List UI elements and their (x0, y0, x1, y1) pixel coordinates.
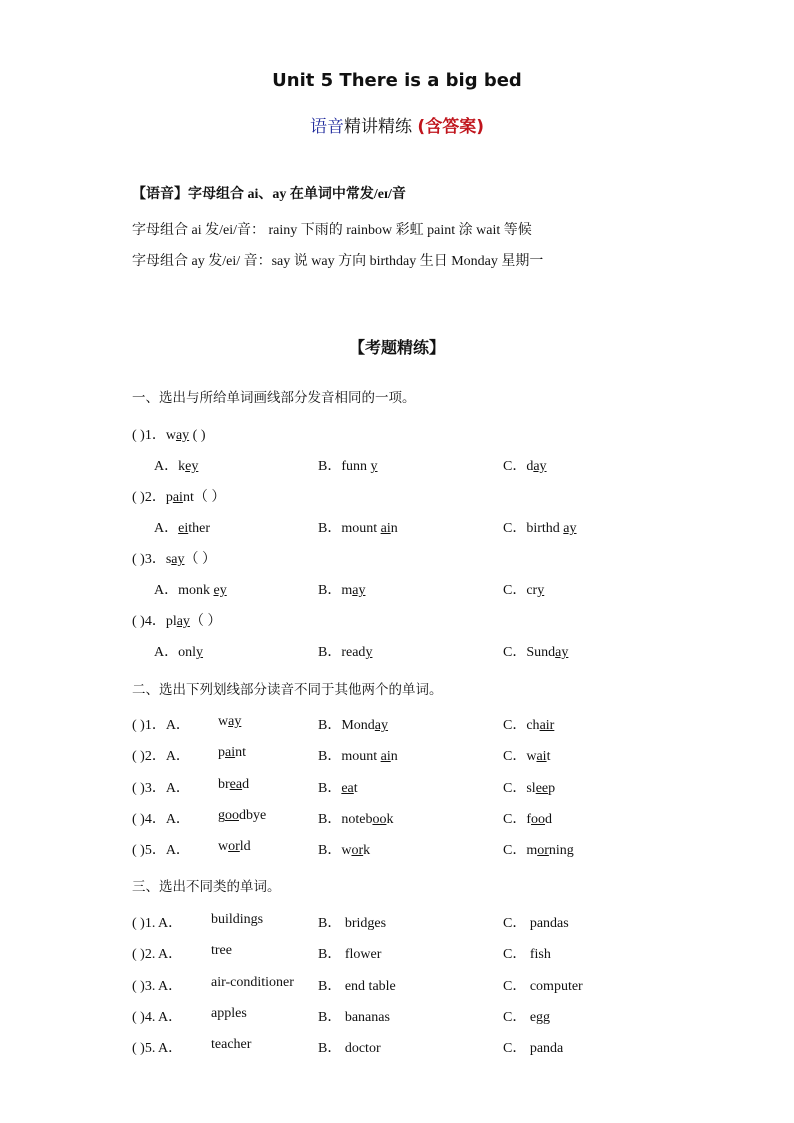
option-c-underlined: ai (536, 749, 547, 765)
section1-title: 一、选出与所给单词画线部分发音相同的一项。 (132, 390, 416, 406)
option-b: B． bananas (318, 1009, 390, 1025)
stem-underlined: ay (176, 614, 190, 629)
option-a-underlined: ey (213, 583, 227, 598)
option-c-text: sl (526, 780, 536, 796)
option-c-text: m (526, 843, 538, 859)
option-a (218, 839, 251, 855)
table-row (0, 808, 794, 828)
stem-label: ( )2． (132, 490, 166, 505)
option-b-underlined: ay (352, 583, 366, 598)
option-b-text: w (341, 843, 352, 859)
option-c (503, 641, 568, 661)
option-a-label: A． (154, 521, 179, 536)
subtitle-black: 精讲精练 (344, 117, 413, 137)
table-row (0, 1006, 794, 1026)
option-b-label: B． (318, 843, 342, 859)
section2-title: 二、选出下列划线部分读音不同于其他两个的单词。 (132, 682, 443, 698)
option-c (503, 455, 547, 475)
option-a-text: w (218, 714, 229, 729)
option-a (154, 517, 210, 537)
option-c-label: C． (503, 718, 527, 733)
option-a-text: w (218, 839, 229, 855)
stem-text: ( ) (189, 428, 206, 443)
question-stem (0, 424, 794, 444)
option-a-text: ld (239, 839, 251, 855)
option-c-text: d (526, 459, 534, 474)
option-a (154, 455, 198, 475)
option-c-label: C． (503, 843, 527, 859)
stem-underlined: ai (172, 490, 183, 505)
option-b (318, 808, 393, 828)
stem-text: nt（ ） (182, 490, 226, 505)
practice-heading: 【考题精练】 (348, 338, 445, 357)
option-c: C． fish (503, 947, 551, 963)
option-a-text: k (178, 459, 186, 474)
option-b-text: mount (341, 749, 381, 765)
intro-line-1: 字母组合 ai 发/ei/音： rainy 下雨的 rainbow 彩虹 paint 涂 wait 等候 (132, 223, 532, 238)
option-c-text: Sund (526, 645, 556, 660)
table-row (0, 745, 794, 765)
stem-text: w (165, 428, 176, 443)
option-b-text: read (341, 645, 366, 660)
option-b-text: k (386, 811, 394, 827)
option-a-underlined: ai (225, 745, 236, 761)
question-stem (0, 486, 794, 506)
page-title: Unit 5 There is a big bed (272, 70, 522, 91)
option-b-underlined: oo (372, 811, 387, 827)
option-c: C． egg (503, 1009, 551, 1025)
option-b-underlined: or (351, 843, 364, 859)
option-b (318, 714, 388, 734)
option-a-text: g (218, 807, 225, 823)
stem-text: s (165, 552, 172, 567)
option-c-label: C． (503, 811, 527, 827)
option-b (318, 745, 398, 765)
option-b: B． doctor (318, 1041, 381, 1057)
table-row (0, 839, 794, 859)
option-b (318, 777, 358, 797)
option-a-underlined: y (196, 645, 204, 660)
stem-underlined: ay (171, 552, 185, 567)
stem-underlined: ay (175, 428, 190, 443)
option-c-underlined: ee (535, 780, 549, 796)
intro-line-2: 字母组合 ay 发/ei/ 音：say 说 way 方向 birthday 生日 Monday 星期一 (132, 254, 544, 269)
option-a-label: A． (154, 645, 179, 660)
option-b-text: k (363, 843, 371, 859)
option-c-underlined: air (539, 718, 555, 733)
question-options (0, 641, 794, 661)
page-subtitle (0, 112, 794, 137)
table-row (0, 975, 794, 995)
subtitle-red: (含答案) (417, 117, 484, 137)
option-c (503, 745, 550, 765)
option-a-underlined: or (228, 839, 240, 855)
table-row (0, 714, 794, 734)
option-c-text: ch (526, 718, 540, 733)
option-c (503, 517, 577, 537)
stem-text: （ ） (184, 552, 216, 567)
option-c-underlined: or (537, 843, 549, 859)
option-a-text: onl (178, 645, 197, 660)
option-a: apples (211, 1005, 247, 1021)
question-number: ( )1．A． (132, 718, 190, 733)
stem (132, 610, 221, 630)
option-b-label: B． (318, 749, 342, 765)
question-number: ( )5. A． (132, 1041, 183, 1057)
option-a (154, 579, 227, 599)
option-a: teacher (211, 1037, 252, 1053)
option-c-text: f (526, 811, 532, 827)
option-b-text: Mond (341, 718, 375, 733)
option-b-underlined: y (365, 645, 373, 660)
option-c-text: ning (548, 843, 574, 859)
stem-text: pl (165, 614, 177, 629)
option-c-label: C． (503, 780, 527, 796)
option-c-underlined: ay (533, 459, 547, 474)
table-row (0, 912, 794, 932)
option-b-underlined: ay (374, 718, 389, 733)
question-stem (0, 610, 794, 630)
option-b-text: n (390, 749, 398, 765)
option-b (318, 839, 370, 859)
option-a (218, 714, 241, 730)
option-c-text: cr (526, 583, 538, 598)
option-a-text: monk (178, 583, 214, 598)
option-b-text: t (353, 780, 358, 796)
option-b-text: funn (341, 459, 371, 474)
question-number: ( )2. A． (132, 947, 183, 963)
question-number: ( )3．A． (132, 780, 190, 796)
option-a-text: ther (188, 521, 210, 536)
option-a: tree (211, 943, 232, 959)
question-stem (0, 548, 794, 568)
option-b-text: noteb (341, 811, 373, 827)
option-b-label: B． (318, 521, 342, 536)
table-row (0, 943, 794, 963)
option-c-underlined: oo (531, 811, 546, 827)
question-number: ( )5．A． (132, 843, 190, 859)
option-c-label: C． (503, 583, 527, 598)
option-c-underlined: y (537, 583, 545, 598)
stem-label: ( )4． (132, 614, 166, 629)
option-a-label: A． (154, 583, 179, 598)
option-c-label: C． (503, 645, 527, 660)
option-a: buildings (211, 912, 264, 927)
option-a-underlined: ey (185, 459, 199, 474)
option-b-underlined: ea (341, 780, 354, 796)
option-a (218, 777, 249, 793)
option-b (318, 579, 365, 599)
option-b-label: B． (318, 811, 342, 827)
option-a-underlined: ei (178, 521, 189, 536)
stem (132, 548, 216, 568)
option-c-label: C． (503, 521, 527, 536)
option-b: B． bridges (318, 916, 387, 931)
option-b-underlined: ai (380, 521, 391, 536)
intro-heading: 【语音】字母组合 ai、ay 在单词中常发/eɪ/音 (132, 187, 406, 202)
question-options (0, 517, 794, 537)
option-c: C． computer (503, 978, 583, 994)
option-c-label: C． (503, 459, 527, 474)
option-b-label: B． (318, 459, 342, 474)
option-c-underlined: ay (563, 521, 577, 536)
question-options (0, 455, 794, 475)
question-number: ( )1. A． (132, 916, 183, 931)
stem (132, 486, 225, 506)
option-b-label: B． (318, 718, 342, 733)
option-b (318, 517, 398, 537)
option-a-label: A． (154, 459, 179, 474)
option-c (503, 579, 544, 599)
option-a (218, 808, 266, 824)
option-b (318, 455, 378, 475)
option-b-label: B． (318, 780, 342, 796)
option-b-text: m (341, 583, 353, 598)
question-number: ( )3. A． (132, 978, 183, 994)
stem-text: p (165, 490, 173, 505)
option-c-underlined: ay (555, 645, 569, 660)
option-c-text: d (545, 811, 553, 827)
table-row (0, 1037, 794, 1057)
option-b (318, 641, 372, 661)
option-c-text: birthd (526, 521, 564, 536)
option-b: B． end table (318, 978, 396, 994)
stem-label: ( )3． (132, 552, 166, 567)
option-c (503, 808, 552, 828)
option-c (503, 714, 554, 734)
option-c: C． pandas (503, 916, 569, 931)
option-c-text: w (526, 749, 537, 765)
option-b: B． flower (318, 947, 382, 963)
option-a-text: br (218, 776, 230, 792)
option-a-text: dbye (239, 807, 267, 823)
option-c: C． panda (503, 1041, 564, 1057)
question-number: ( )4．A． (132, 811, 190, 827)
question-options (0, 579, 794, 599)
option-a: air-conditioner (211, 974, 294, 990)
option-a-text: p (218, 745, 225, 761)
section3-title: 三、选出不同类的单词。 (132, 879, 281, 895)
option-a (154, 641, 203, 661)
option-b-label: B． (318, 645, 342, 660)
stem-label: ( )1． (132, 428, 166, 443)
option-c (503, 839, 574, 859)
option-c-text: t (546, 749, 551, 765)
option-a-text: nt (235, 745, 246, 761)
option-b-label: B． (318, 583, 342, 598)
option-a-underlined: ea (229, 776, 243, 792)
subtitle-blue: 语音 (310, 117, 345, 137)
option-a-underlined: oo (225, 807, 239, 823)
option-b-underlined: y (370, 459, 378, 474)
question-number: ( )2．A． (132, 749, 190, 765)
question-number: ( )4. A． (132, 1009, 183, 1025)
option-c-label: C． (503, 749, 527, 765)
option-b-underlined: ai (380, 749, 391, 765)
option-a-underlined: ay (228, 714, 242, 729)
option-b-text: mount (341, 521, 381, 536)
option-c-text: p (548, 780, 556, 796)
option-c (503, 777, 555, 797)
table-row (0, 777, 794, 797)
option-a (218, 745, 246, 761)
stem (132, 424, 206, 444)
option-a-text: d (242, 776, 250, 792)
option-b-text: n (390, 521, 398, 536)
stem-text: （ ） (189, 614, 222, 629)
